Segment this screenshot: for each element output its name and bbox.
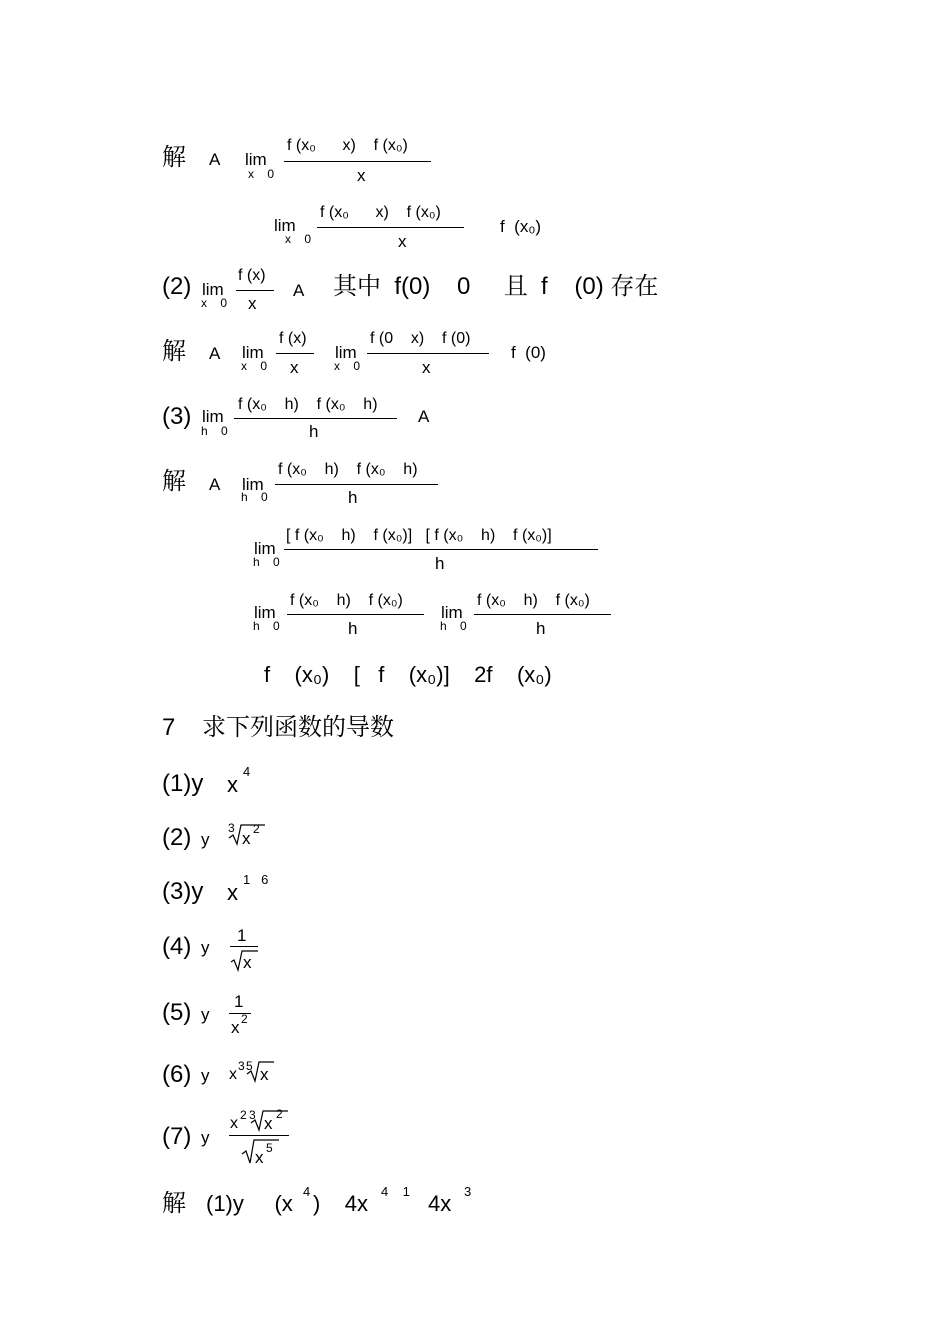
root-index: 5: [246, 1059, 253, 1073]
fraction-bar: [287, 614, 424, 615]
lim-subscript: h 0: [253, 619, 280, 633]
symbol-a: A: [209, 475, 221, 494]
lim-operator: lim: [441, 603, 463, 622]
fraction-denominator: x: [357, 166, 366, 185]
fraction-bar: [367, 353, 489, 354]
fraction-numerator: f (x₀ x) f (x₀): [320, 204, 441, 221]
fraction-numerator: f (x): [238, 267, 266, 284]
list-item-label: (6): [162, 1061, 192, 1088]
fraction-numerator: f (x₀ h) f (x₀ h): [278, 461, 418, 478]
root-index: 3: [228, 821, 235, 835]
radicand: x: [260, 1065, 269, 1084]
root-index: 3: [249, 1108, 256, 1122]
fraction-denominator: x: [290, 358, 299, 377]
result: f (0): [511, 343, 546, 362]
fraction-bar: [276, 353, 314, 354]
lim-subscript: h 0: [253, 555, 280, 569]
radicand-exponent: 5: [266, 1141, 273, 1155]
radicand-exponent: 2: [276, 1107, 283, 1121]
list-item-label: (7): [162, 1123, 192, 1150]
expression-base: x: [229, 1066, 237, 1083]
lim-operator: lim: [242, 343, 264, 362]
lim-operator: lim: [274, 216, 296, 235]
answer-result: 4x: [428, 1191, 452, 1216]
expression-exponent: 2: [241, 1012, 248, 1026]
fraction-denominator: x: [422, 358, 431, 377]
lim-subscript: h 0: [201, 424, 228, 438]
fraction-bar: [474, 614, 611, 615]
symbol-a: A: [209, 150, 221, 169]
list-item-label: (4): [162, 933, 192, 960]
lim-subscript: x 0: [201, 296, 228, 310]
fraction-numerator: f (x₀ x) f (x₀): [287, 137, 408, 154]
expression-exponent: 3: [238, 1059, 245, 1073]
expression-exponent: 1 6: [243, 872, 269, 887]
list-item-label: (3)y: [162, 878, 204, 905]
variable-y: y: [201, 830, 210, 849]
answer-derivative: (1)y (x: [206, 1191, 293, 1216]
fraction-numerator: f (0 x) f (0): [370, 330, 471, 347]
lim-operator: lim: [254, 603, 276, 622]
answer-exponent: 4 1: [381, 1184, 410, 1199]
fraction-bar: [229, 1135, 289, 1136]
fraction-bar: [275, 484, 438, 485]
fraction-numerator: f (x): [279, 330, 307, 347]
answer-exponent: 3: [464, 1184, 472, 1199]
expression-base: x: [227, 880, 238, 905]
lim-subscript: h 0: [241, 490, 268, 504]
fraction-denominator: h: [309, 422, 319, 441]
numerator-exponent: 2: [240, 1108, 247, 1122]
jie-label: 解: [162, 468, 186, 495]
symbol-a: A: [418, 407, 430, 426]
answer-exponent: 4: [303, 1184, 311, 1199]
fraction-bar: [284, 161, 431, 162]
fraction-denominator: h: [348, 619, 358, 638]
fraction-bar: [234, 418, 397, 419]
numerator-base: x: [230, 1115, 238, 1132]
symbol-a: A: [293, 281, 305, 300]
lim-operator: lim: [202, 280, 224, 299]
radicand: x: [243, 953, 252, 972]
fraction-numerator: f (x₀ h) f (x₀): [477, 592, 590, 609]
lim-operator: lim: [254, 539, 276, 558]
fraction-bar: [317, 227, 464, 228]
variable-y: y: [201, 1005, 210, 1024]
item-label: (2): [162, 273, 192, 300]
expression-exponent: 2: [253, 822, 260, 836]
lim-subscript: h 0: [440, 619, 467, 633]
radicand: x: [242, 829, 251, 848]
fraction-denominator: x: [398, 232, 407, 251]
list-item-label: (5): [162, 999, 192, 1026]
result: f (x₀) [ f (x₀)] 2f (x₀): [264, 662, 552, 687]
item-label: (3): [162, 403, 192, 430]
list-item-label: (1)y: [162, 770, 204, 797]
fraction-numerator: 1: [234, 992, 244, 1011]
lim-subscript: x 0: [241, 359, 268, 373]
lim-operator: lim: [245, 150, 267, 169]
fraction-numerator: f (x₀ h) f (x₀ h): [238, 396, 378, 413]
expression-exponent: 4: [243, 764, 251, 779]
lim-subscript: x 0: [285, 232, 312, 246]
list-item-label: (2): [162, 824, 192, 851]
lim-subscript: x 0: [334, 359, 361, 373]
fraction-bar: [284, 549, 598, 550]
jie-label: 解: [162, 144, 186, 171]
answer-step: ) 4x: [313, 1191, 369, 1216]
variable-y: y: [201, 1066, 210, 1085]
fraction-denominator: h: [435, 554, 445, 573]
jie-label: 解: [162, 338, 186, 365]
lim-subscript: x 0: [248, 167, 275, 181]
lim-operator: lim: [335, 343, 357, 362]
question-title: 7 求下列函数的导数: [162, 714, 395, 741]
fraction-denominator: h: [536, 619, 546, 638]
fraction-denominator: x: [231, 1018, 240, 1037]
fraction-denominator: x: [248, 294, 257, 313]
variable-y: y: [201, 938, 210, 957]
symbol-a: A: [209, 344, 221, 363]
lim-operator: lim: [242, 475, 264, 494]
expression-base: x: [227, 772, 238, 797]
fraction-numerator: 1: [237, 926, 247, 945]
fraction-bar: [230, 946, 258, 947]
fraction-numerator: f (x₀ h) f (x₀): [290, 592, 403, 609]
radicand: x: [264, 1114, 273, 1133]
fraction-numerator: [ f (x₀ h) f (x₀)] [ f (x₀ h) f (x₀)]: [286, 527, 552, 544]
lim-operator: lim: [202, 407, 224, 426]
radicand: x: [255, 1148, 264, 1167]
fraction-bar: [236, 290, 274, 291]
result: f (x₀): [500, 217, 542, 236]
fraction-denominator: h: [348, 488, 358, 507]
jie-label: 解: [162, 1190, 186, 1217]
condition-text: 其中 f(0) 0 且 f (0) 存在: [333, 273, 659, 300]
variable-y: y: [201, 1128, 210, 1147]
